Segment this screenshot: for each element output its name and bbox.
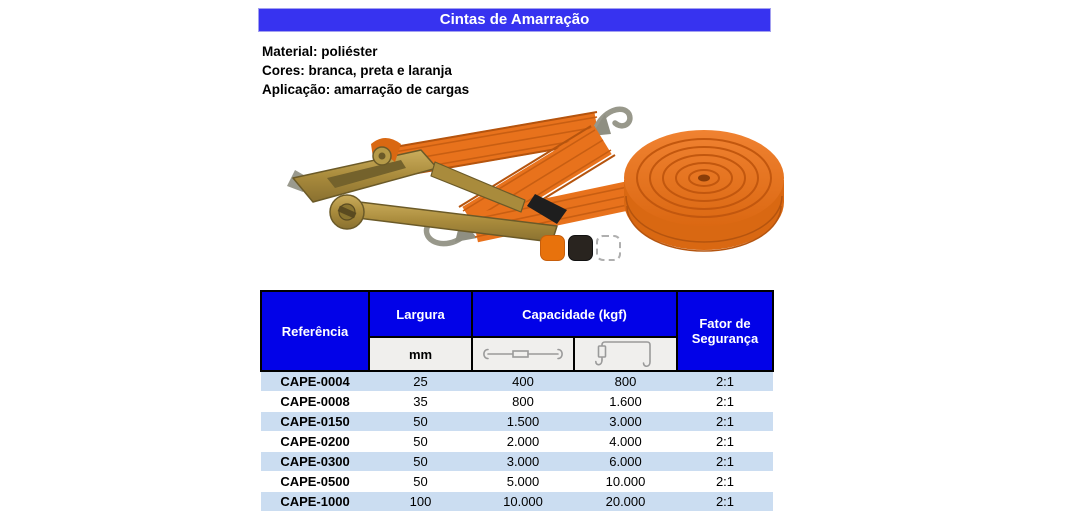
cell-fator: 2:1 <box>677 412 773 432</box>
cell-mm: 50 <box>369 412 472 432</box>
spec-cores: Cores: branca, preta e laranja <box>262 63 452 78</box>
strap-coil <box>624 130 784 251</box>
col-header-referencia: Referência <box>261 291 369 371</box>
cell-ref: CAPE-0500 <box>261 472 369 492</box>
cell-fator: 2:1 <box>677 371 773 392</box>
cell-cap1: 5.000 <box>472 472 574 492</box>
cell-ref: CAPE-0008 <box>261 392 369 412</box>
table-row <box>261 392 773 412</box>
cell-cap1: 1.500 <box>472 412 574 432</box>
col-header-fator: Fator de Segurança <box>677 291 773 371</box>
cell-cap1: 10.000 <box>472 492 574 512</box>
cell-cap2: 3.000 <box>574 412 677 432</box>
cell-cap2: 1.600 <box>574 392 677 412</box>
color-swatches <box>540 235 621 261</box>
cell-cap2: 800 <box>574 371 677 392</box>
cell-cap2: 10.000 <box>574 472 677 492</box>
cell-fator: 2:1 <box>677 492 773 512</box>
cell-cap2: 6.000 <box>574 452 677 472</box>
cell-cap1: 3.000 <box>472 452 574 472</box>
table-row <box>261 412 773 432</box>
cell-cap1: 2.000 <box>472 432 574 452</box>
cell-mm: 35 <box>369 392 472 412</box>
product-photo <box>285 100 785 268</box>
cell-fator: 2:1 <box>677 472 773 492</box>
swatch-black <box>568 235 593 261</box>
over-load-strap-icon <box>594 338 658 370</box>
table-row <box>261 452 773 472</box>
product-specs <box>262 42 469 99</box>
col-subheader-straight <box>472 337 574 371</box>
cell-cap1: 400 <box>472 371 574 392</box>
col-header-capacidade: Capacidade (kgf) <box>472 291 677 337</box>
table-row <box>261 371 773 392</box>
cell-ref: CAPE-0004 <box>261 371 369 392</box>
col-subheader-mm: mm <box>369 337 472 371</box>
straight-pull-strap-icon <box>479 345 567 363</box>
cell-ref: CAPE-0300 <box>261 452 369 472</box>
cell-cap2: 4.000 <box>574 432 677 452</box>
col-header-largura: Largura <box>369 291 472 337</box>
spec-table <box>260 290 774 512</box>
spec-aplicacao: Aplicação: amarração de cargas <box>262 82 470 97</box>
spec-material: Material: poliéster <box>262 44 378 59</box>
cell-fator: 2:1 <box>677 452 773 472</box>
table-row <box>261 492 773 512</box>
swatch-white <box>596 235 621 261</box>
cell-mm: 100 <box>369 492 472 512</box>
cell-mm: 50 <box>369 432 472 452</box>
cell-cap1: 800 <box>472 392 574 412</box>
cell-fator: 2:1 <box>677 392 773 412</box>
cell-ref: CAPE-0200 <box>261 432 369 452</box>
table-row <box>261 432 773 452</box>
col-subheader-overload <box>574 337 677 371</box>
cell-cap2: 20.000 <box>574 492 677 512</box>
swatch-orange <box>540 235 565 261</box>
page-title: Cintas de Amarração <box>258 8 771 32</box>
cell-mm: 50 <box>369 452 472 472</box>
cell-mm: 25 <box>369 371 472 392</box>
cell-ref: CAPE-0150 <box>261 412 369 432</box>
cell-fator: 2:1 <box>677 432 773 452</box>
cell-ref: CAPE-1000 <box>261 492 369 512</box>
cell-mm: 50 <box>369 472 472 492</box>
table-row <box>261 472 773 492</box>
